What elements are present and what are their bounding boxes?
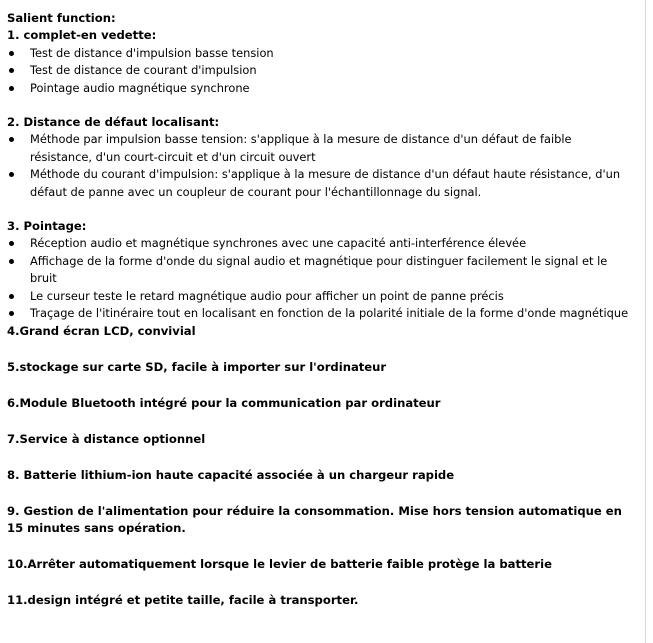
list-item: Réception audio et magnétique synchrones avec une capacité anti-interférence élevée: [7, 235, 637, 252]
spacer: [7, 573, 637, 592]
section-heading: 2. Distance de défaut localisant:: [7, 115, 220, 130]
feature-item: 6.Module Bluetooth intégré pour la communication par ordinateur: [7, 395, 441, 410]
list-item: Traçage de l'itinéraire tout en localisant en fonction de la polarité initiale de la forme d'onde magnétique: [7, 305, 637, 322]
spacer: [7, 201, 637, 218]
list-item: Pointage audio magnétique synchrone: [7, 80, 637, 97]
list-item: Méthode du courant d'impulsion: s'applique à la mesure de distance d'un défaut haute résistance, d'un défaut de panne avec un coupleur de courant pour l'échantillonnage du signal.: [7, 166, 637, 201]
document-title: Salient function:: [7, 11, 116, 25]
list-item: Affichage de la forme d'onde du signal audio et magnétique pour distinguer facilement le signal et le bruit: [7, 253, 637, 288]
bullet-list: [7, 235, 637, 322]
bullet-list: [7, 131, 637, 201]
feature-item: 9. Gestion de l'alimentation pour réduire la consommation. Mise hors tension automatique en 15 minutes sans opération.: [7, 503, 622, 535]
feature-item: 7.Service à distance optionnel: [7, 431, 206, 446]
list-item: Test de distance d'impulsion basse tension: [7, 45, 637, 62]
list-item: Méthode par impulsion basse tension: s'applique à la mesure de distance d'un défaut de faible résistance, d'un court-circuit et d'un circuit ouvert: [7, 131, 637, 166]
section-heading: 3. Pointage:: [7, 219, 87, 234]
spacer: [7, 340, 637, 359]
spacer: [7, 537, 637, 556]
section-heading: 1. complet-en vedette:: [7, 28, 157, 43]
feature-item: 5.stockage sur carte SD, facile à importer sur l'ordinateur: [7, 359, 387, 374]
list-item: Test de distance de courant d'impulsion: [7, 62, 637, 79]
list-item: Le curseur teste le retard magnétique audio pour afficher un point de panne précis: [7, 288, 637, 305]
feature-item: 8. Batterie lithium-ion haute capacité associée à un chargeur rapide: [7, 467, 455, 482]
spacer: [7, 376, 637, 395]
spacer: [7, 484, 637, 503]
document-content: [7, 10, 637, 609]
bullet-list: [7, 45, 637, 97]
spacer: [7, 448, 637, 467]
spacer: [7, 412, 637, 431]
feature-item: 4.Grand écran LCD, convivial: [7, 323, 196, 338]
section-1: [7, 27, 637, 97]
section-3: [7, 218, 637, 322]
section-2: [7, 114, 637, 201]
spacer: [7, 97, 637, 114]
feature-item: 10.Arrêter automatiquement lorsque le levier de batterie faible protège la batterie: [7, 556, 552, 571]
feature-item: 11.design intégré et petite taille, facile à transporter.: [7, 592, 359, 607]
